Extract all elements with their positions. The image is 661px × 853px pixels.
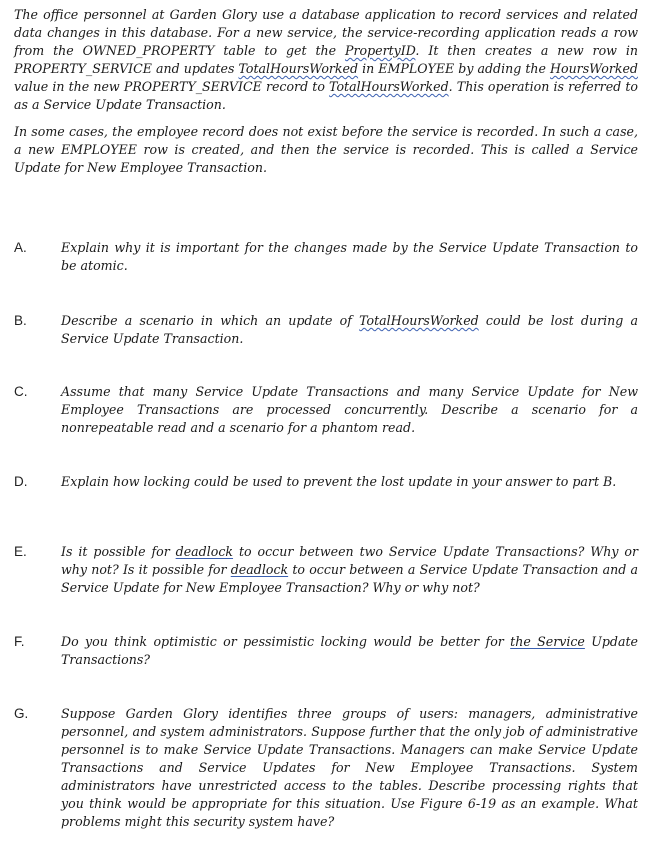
question-e [14,543,638,597]
spellcheck-word: PropertyID [345,43,416,58]
question-text: Explain why it is important for the changes made by the Service Update Transaction to be atomic. [61,240,638,273]
question-letter: G. [14,706,29,721]
question-text: Suppose Garden Glory identifies three groups of users: managers, administrative personnel, and system administrators. Suppose further that the only job of administrative personnel is to make Service Update Transactions. Managers can make Service Update Transactions and Service Updates for New Employee Transactions. System administrators have unrestricted access to the tables. Describe processing rights that you think would be appropriate for this situation. Use Figure 6-19 as an example. What problems might this security system have? [61,706,638,829]
question-d [14,473,638,491]
question-text: Assume that many Service Update Transactions and many Service Update for New Employee Transactions are processed concurrently. Describe a scenario for a nonrepeatable read and a scenario for a phantom read. [61,384,638,435]
spellcheck-word: HoursWorked [550,61,638,76]
question-text-segment: Describe a scenario in which an update of [61,313,360,328]
question-text [61,312,638,348]
grammar-underlined-word: the Service [510,634,585,649]
question-text-segment: to occur between two Service Update Transactions? Why or why not? Is it possible for [61,544,638,577]
question-letter: D. [14,474,28,489]
question-letter: A. [14,240,27,255]
question-text-segment: could be lost during a Service Update Transaction. [61,313,638,346]
question-letter: F. [14,634,25,649]
question-text-segment: Do you think optimistic or pessimistic locking would be better for [61,634,511,649]
intro-text: . It then creates a new row in PROPERTY_SERVICE and updates [14,43,638,76]
question-g [14,705,638,831]
question-a [14,239,638,275]
question-letter: B. [14,313,27,328]
question-text [61,543,638,597]
question-c [14,383,638,437]
intro-paragraph-2: In some cases, the employee record does not exist before the service is recorded. In such a case, a new EMPLOYEE row is created, and then the service is recorded. This is called a Service Update for New Employee Transaction. [14,124,638,175]
question-f [14,633,638,669]
question-text-segment: Update Transactions? [61,634,638,667]
grammar-underlined-word: deadlock [175,544,234,559]
spellcheck-word: TotalHoursWorked [238,61,359,76]
grammar-underlined-word: deadlock [230,562,289,577]
document-body [14,6,638,829]
spellcheck-word: TotalHoursWorked [329,79,449,94]
question-text-segment: Is it possible for [61,544,176,559]
intro-text: in EMPLOYEE by adding the [358,61,550,76]
question-letter: C. [14,384,28,399]
question-text: Explain how locking could be used to prevent the lost update in your answer to part B. [61,474,617,489]
intro-paragraph-1 [14,6,638,114]
question-text [61,633,638,669]
intro-text: The office personnel at Garden Glory use a database application to record services and related data changes in this database. For a new service, the service-recording application reads a row from the OWNED_PROPERTY table to get the [14,7,638,58]
question-letter: E. [14,544,27,559]
question-b [14,312,638,348]
question-text-segment: to occur between a Service Update Transaction and a Service Update for New Employee Transaction? Why or why not? [61,562,638,595]
spellcheck-word: TotalHoursWorked [359,313,479,328]
intro-text: value in the new PROPERTY_SERVICE record to [14,79,330,94]
intro-text: . This operation is referred to as a Service Update Transaction. [14,79,638,112]
